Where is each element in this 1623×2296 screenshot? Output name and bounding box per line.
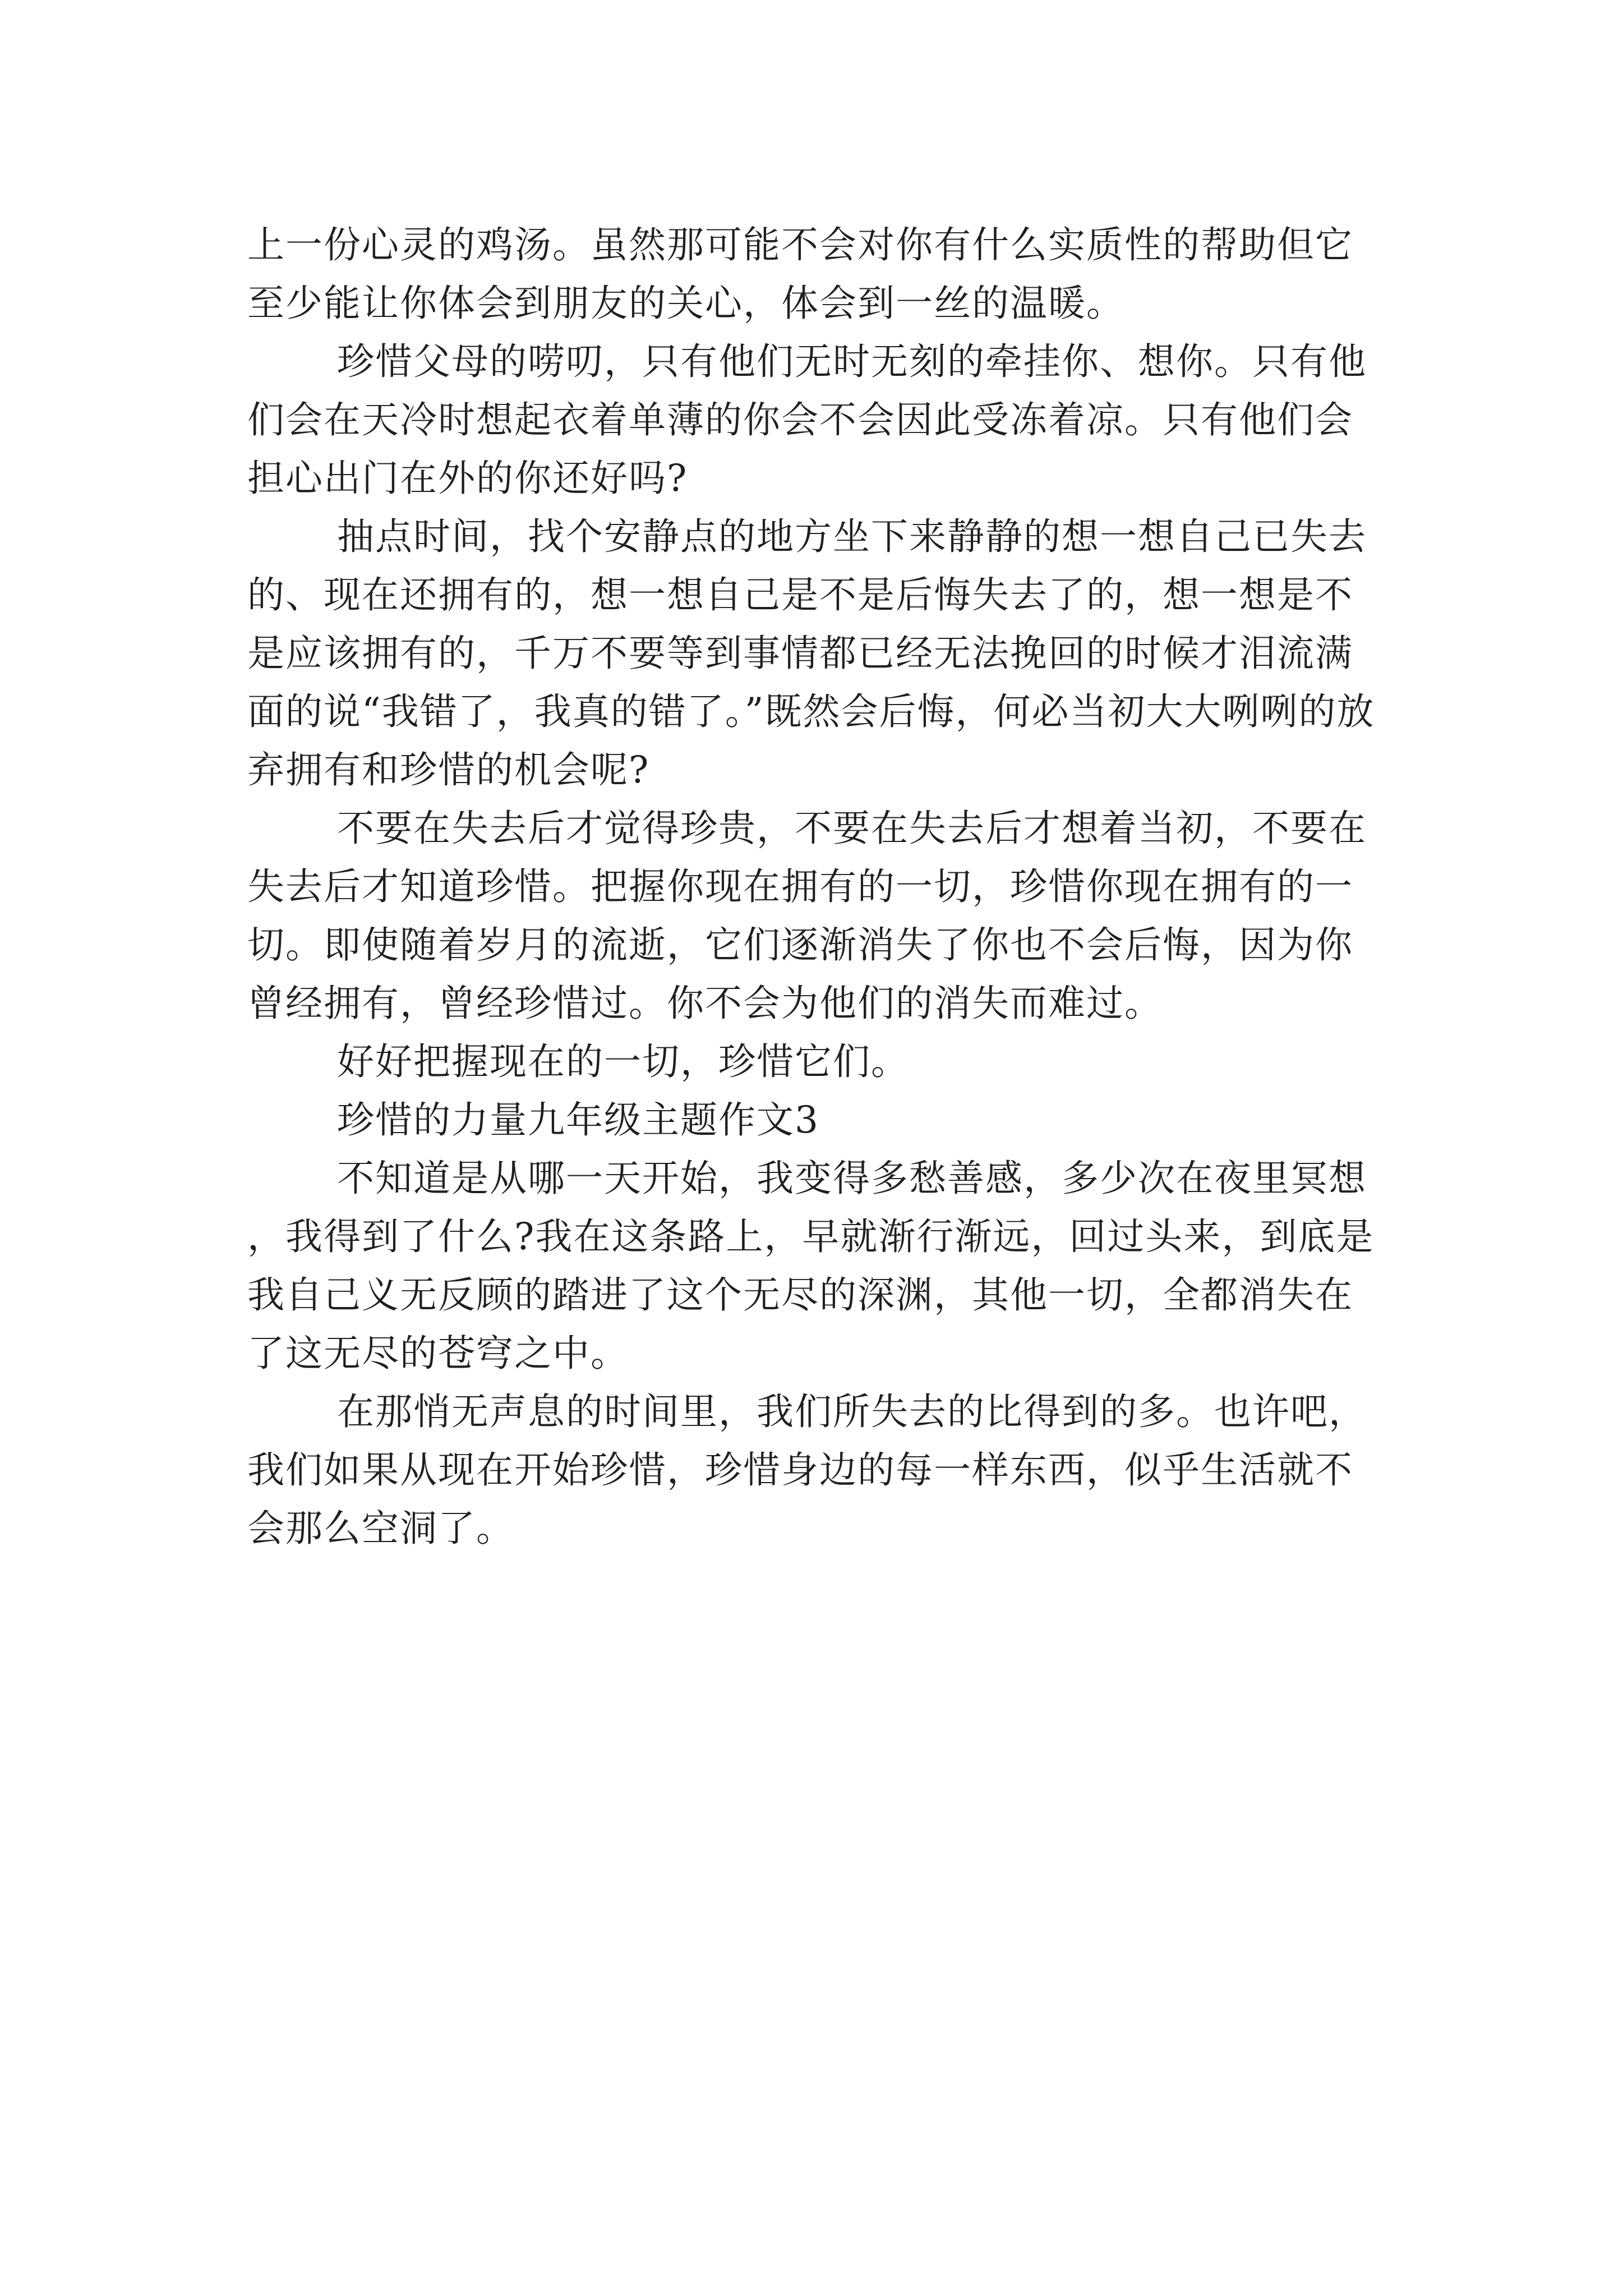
paragraph-5: 好好把握现在的一切，珍惜它们。 [337, 1040, 909, 1083]
paragraph-4: 不要在失去后才觉得珍贵，不要在失去后才想着当初，不要在失去后才知道珍惜。把握你现在拥有的一切，珍惜你现在拥有的一切。即使随着岁月的流逝，它们逐渐消失了你也不会后悔，因为你曾经拥有，曾经珍惜过。你不会为他们的消失而难过。 [247, 807, 1367, 1025]
document-body [247, 216, 1386, 1558]
paragraph-7: 不知道是从哪一天开始，我变得多愁善感，多少次在夜里冥想，我得到了什么?我在这条路上，早就渐行渐远，回过头来，到底是我自己义无反顾的踏进了这个无尽的深渊，其他一切，全都消失在了这无尽的苍穹之中。 [247, 1157, 1375, 1375]
section-title: 珍惜的力量九年级主题作文3 [337, 1098, 819, 1142]
paragraph-1: 上一份心灵的鸡汤。虽然那可能不会对你有什么实质性的帮助但它至少能让你体会到朋友的关心，体会到一丝的温暖。 [247, 223, 1353, 325]
paragraph-2: 珍惜父母的唠叨，只有他们无时无刻的牵挂你、想你。只有他们会在天冷时想起衣着单薄的你会不会因此受冻着凉。只有他们会担心出门在外的你还好吗? [247, 340, 1367, 500]
paragraph-8: 在那悄无声息的时间里，我们所失去的比得到的多。也许吧，我们如果从现在开始珍惜，珍惜身边的每一样东西，似乎生活就不会那么空洞了。 [247, 1390, 1367, 1550]
paragraph-3: 抽点时间，找个安静点的地方坐下来静静的想一想自己已失去的、现在还拥有的，想一想自己是不是后悔失去了的，想一想是不是应该拥有的，千万不要等到事情都已经无法挽回的时候才泪流满面的说“我错了，我真的错了。”既然会后悔，何必当初大大咧咧的放弃拥有和珍惜的机会呢? [247, 515, 1375, 792]
